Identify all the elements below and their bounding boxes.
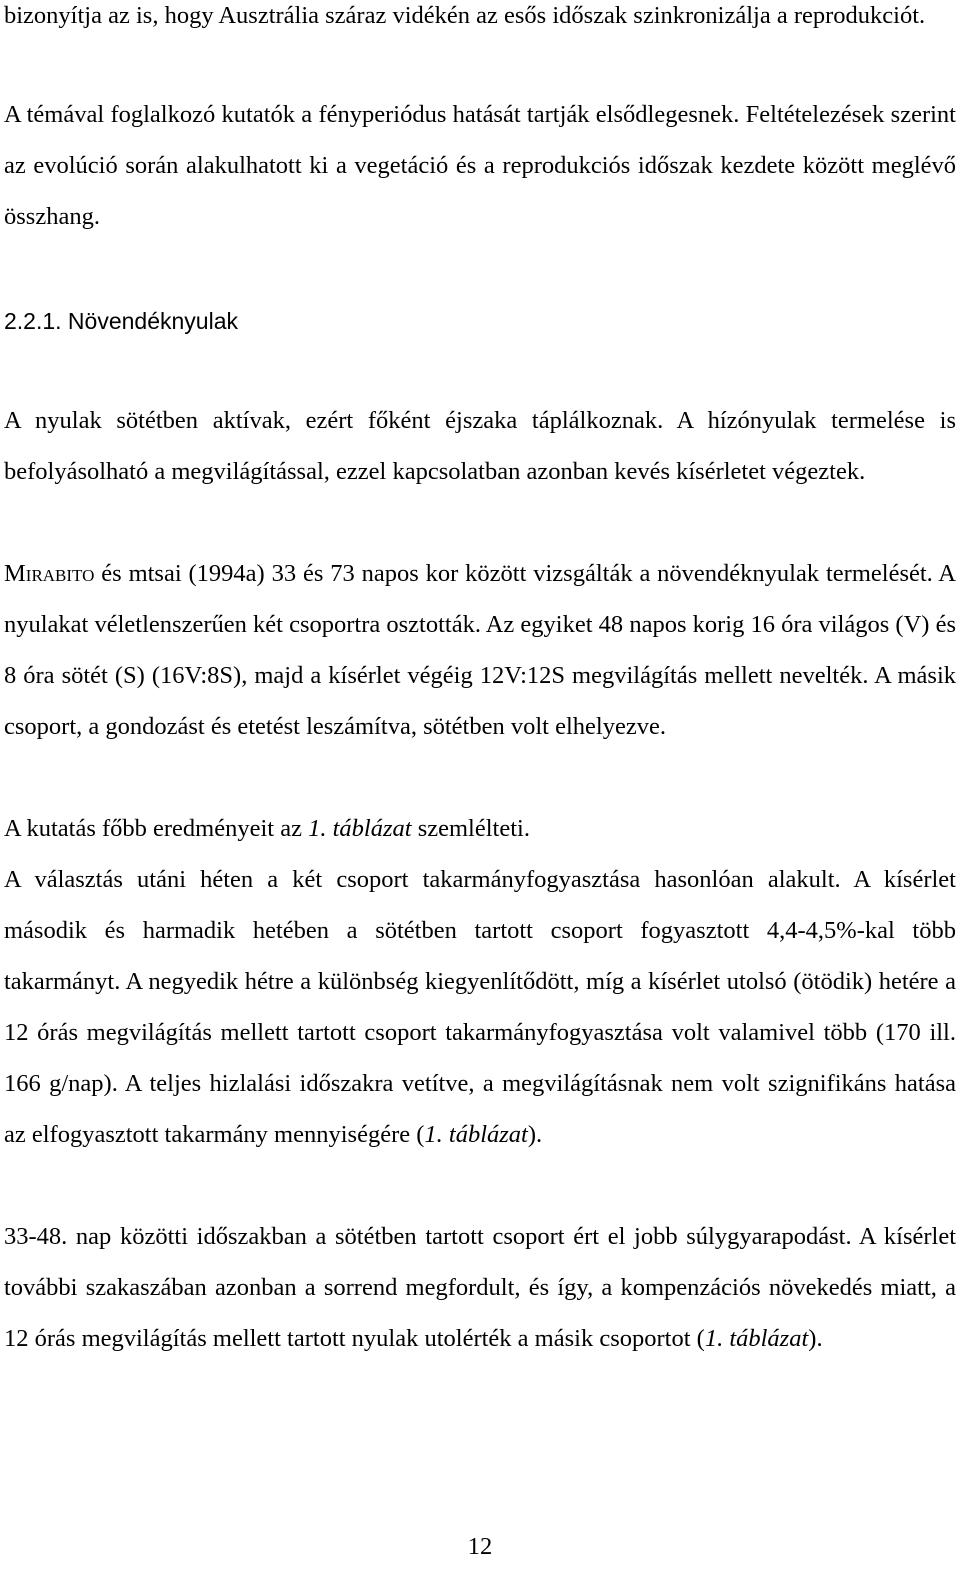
paragraph-weight-gain: [4, 1211, 956, 1364]
table-reference: 1. táblázat: [704, 1325, 809, 1352]
author-name: Mirabito: [4, 560, 95, 587]
paragraph-mirabito-study: [4, 548, 956, 752]
paragraph-photoperiod: A témával foglalkozó kutatók a fényperiódus hatását tartják elsődlegesnek. Feltételezések szerint az evolúció során alakulhatott ki a vegetáció és a reprodukciós időszak kezdete között meglévő összhang.: [4, 101, 956, 230]
paragraph-text: és mtsai (1994a) 33 és 73 napos kor között vizsgálták a növendéknyulak termelését. A nyulakat véletlenszerűen két csoportra osztották. Az egyiket 48 napos korig 16 óra világos (V) és 8 óra sötét (S) (16V:8S), majd a kísérlet végéig 12V:12S megvilágítás mellett nevelték. A másik csoport, a gondozást és etetést leszámítva, sötétben volt elhelyezve.: [4, 560, 956, 740]
table-reference: 1. táblázat: [308, 815, 412, 842]
section-heading: 2.2.1. Növendéknyulak: [4, 308, 238, 334]
paragraph-text: ).: [808, 1325, 823, 1352]
paragraph-text: szemlélteti.: [411, 815, 530, 842]
paragraph-text: 33-48. nap közötti időszakban a sötétben tartott csoport ért el jobb súlygyarapodást. A kísérlet további szakaszában azonban a sorrend megfordult, és így, a kompenzációs növekedés miatt, a 12 órás megvilágítás mellett tartott nyulak utolérték a másik csoportot (: [4, 1223, 956, 1352]
paragraph-text: A választás utáni héten a két csoport takarmányfogyasztása hasonlóan alakult. A kísérlet második és harmadik hetében a sötétben tartott csoport fogyasztott 4,4-4,5%-kal több takarmányt. A negyedik hétre a különbség kiegyenlítődött, míg a kísérlet utolsó (ötödik) hetére a 12 órás megvilágítás mellett tartott csoport takarmányfogyasztása volt valamivel több (170 ill. 166 g/nap). A teljes hizlalási időszakra vetítve, a megvilágításnak nem volt szignifikáns hatása az elfogyasztott takarmány mennyiségére (: [4, 866, 956, 1148]
paragraph-results-intro: [4, 803, 956, 854]
paragraph-text: A kutatás főbb eredményeit az: [4, 815, 309, 842]
paragraph-text: ).: [527, 1121, 543, 1148]
page-number: 12: [467, 1533, 493, 1560]
paragraph-rabbits-dark: A nyulak sötétben aktívak, ezért főként éjszaka táplálkoznak. A hízónyulak termelése is befolyásolható a megvilágítással, ezzel kapcsolatban azonban kevés kísérletet végeztek.: [4, 407, 956, 485]
paragraph-feed-intake: [4, 854, 956, 1160]
table-reference: 1. táblázat: [424, 1121, 528, 1148]
paragraph-continuation: bizonyítja az is, hogy Ausztrália száraz vidékén az esős időszak szinkronizálja a reprodukciót.: [4, 2, 926, 29]
